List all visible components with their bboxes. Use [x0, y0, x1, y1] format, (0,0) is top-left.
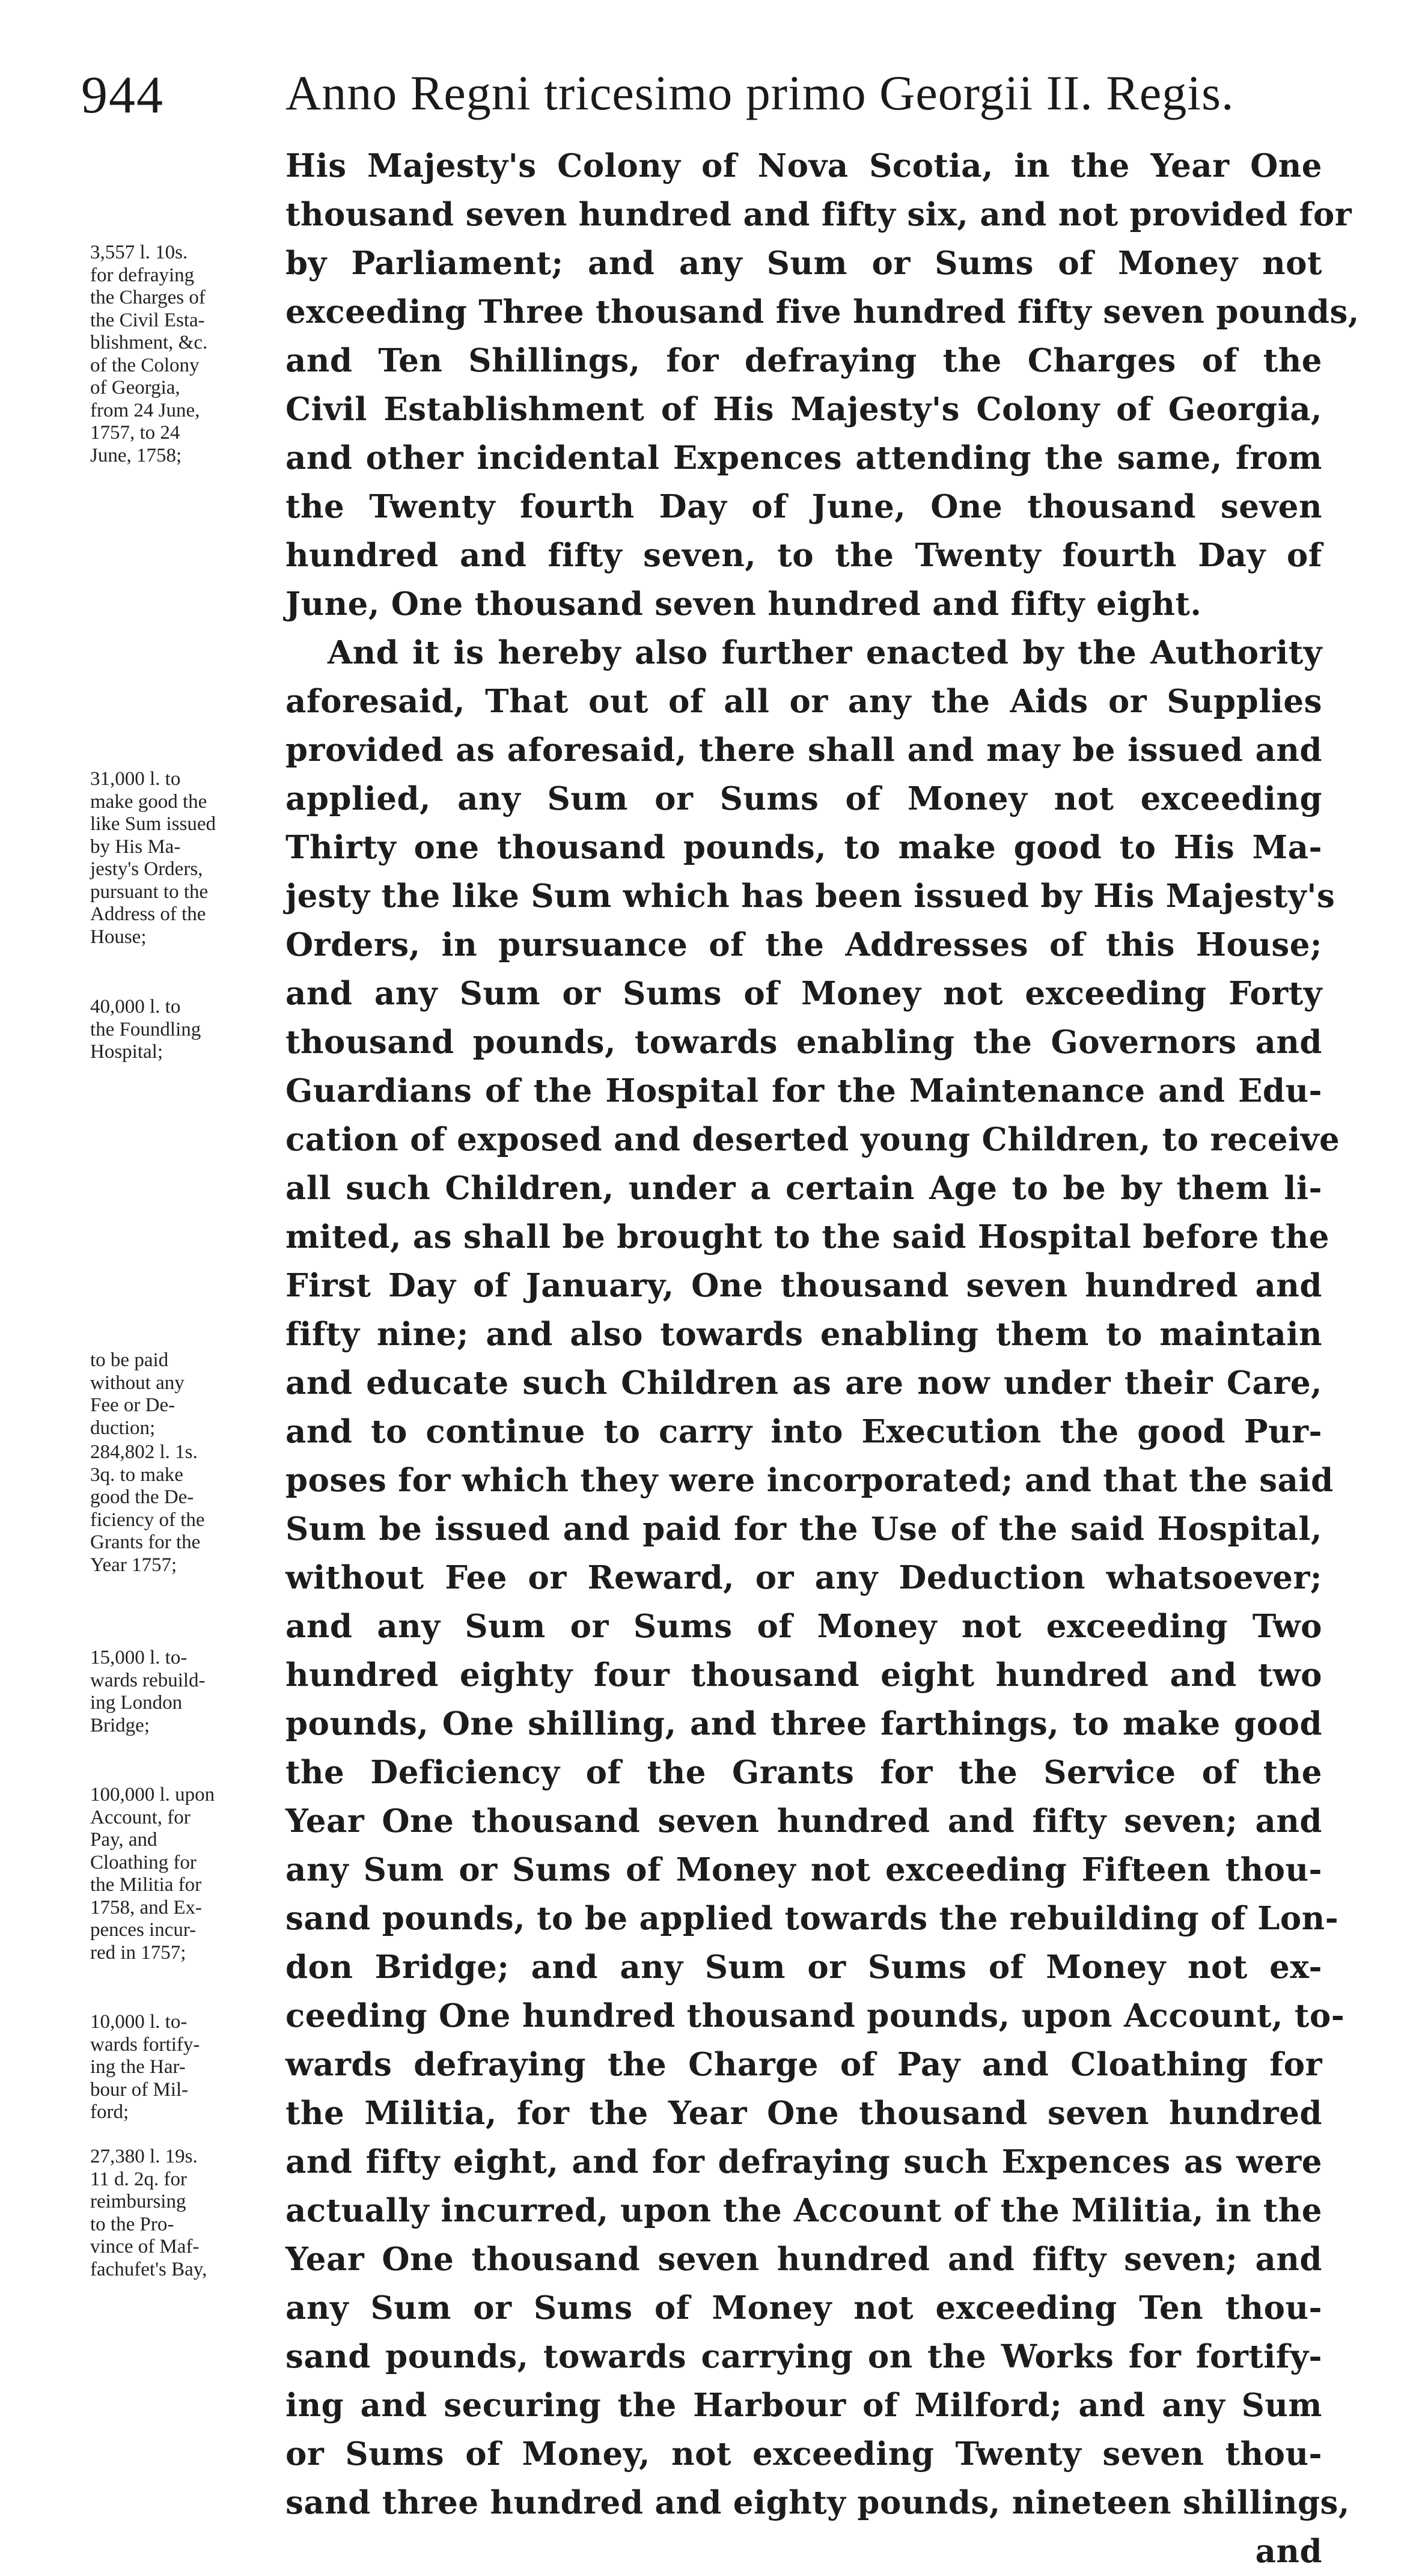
text-line: or Sums of Money, not exceeding Twenty seven thou- [285, 2435, 1322, 2473]
text-line: thousand seven hundred and fifty six, and not provided for [285, 196, 1352, 233]
margin-note-foundling-hospital: 40,000 l. to the Foundling Hospital; [90, 996, 201, 1063]
text-line: sand three hundred and eighty pounds, nineteen shillings, [285, 2484, 1350, 2521]
text-line: Thirty one thousand pounds, to make good to His Ma- [285, 829, 1322, 866]
margin-note-georgia: 3,557 l. 10s. for defraying the Charges of the Civil Esta- blishment, &c. of the Colony of Georgia, from 24 June, 1757, to 24 June, 1758; [90, 242, 208, 466]
text-line: aforesaid, That out of all or any the Aids or Supplies [285, 683, 1322, 720]
text-line: the Militia, for the Year One thousand seven hundred [285, 2095, 1322, 2132]
text-line: the Deficiency of the Grants for the Service of the [285, 1754, 1322, 1791]
text-line: thousand pounds, towards enabling the Governors and [285, 1024, 1322, 1061]
text-line: And it is hereby also further enacted by the Authority [328, 634, 1322, 671]
text-line: Guardians of the Hospital for the Maintenance and Edu- [285, 1072, 1322, 1109]
text-line: and other incidental Expences attending the same, from [285, 439, 1322, 477]
text-line: provided as aforesaid, there shall and may be issued and [285, 731, 1322, 769]
page-number: 944 [81, 66, 164, 124]
text-line: pounds, One shilling, and three farthings, to make good [285, 1705, 1322, 1742]
text-line: and any Sum or Sums of Money not exceeding Forty [285, 975, 1322, 1012]
running-head: Anno Regni tricesimo primo Georgii II. Regis. [285, 66, 1234, 120]
text-line: June, One thousand seven hundred and fifty eight. [285, 585, 1202, 623]
catchword: and [1255, 2533, 1322, 2570]
text-line: Sum be issued and paid for the Use of the said Hospital, [285, 1510, 1322, 1548]
text-line: exceeding Three thousand five hundred fifty seven pounds, [285, 293, 1360, 331]
text-line: any Sum or Sums of Money not exceeding Fifteen thou- [285, 1851, 1322, 1888]
text-line: and fifty eight, and for defraying such Expences as were [285, 2143, 1322, 2181]
margin-note-deficiency-1757: 284,802 l. 1s. 3q. to make good the De- ficiency of the Grants for the Year 1757; [90, 1441, 205, 1576]
text-line: hundred eighty four thousand eight hundred and two [285, 1656, 1322, 1694]
text-line: Civil Establishment of His Majesty's Colony of Georgia, [285, 391, 1322, 428]
text-line: ceeding One hundred thousand pounds, upon Account, to- [285, 1997, 1345, 2034]
text-line: and educate such Children as are now under their Care, [285, 1364, 1322, 1402]
text-line: mited, as shall be brought to the said Hospital before the [285, 1218, 1329, 1256]
text-line: fifty nine; and also towards enabling them to maintain [285, 1316, 1322, 1353]
margin-note-london-bridge: 15,000 l. to- wards rebuild- ing London Bridge; [90, 1647, 206, 1736]
text-line: any Sum or Sums of Money not exceeding Ten thou- [285, 2289, 1322, 2327]
text-line: applied, any Sum or Sums of Money not exceeding [285, 780, 1322, 817]
text-line: hundred and fifty seven, to the Twenty fourth Day of [285, 537, 1322, 574]
body-text [285, 142, 1360, 2576]
text-line: without Fee or Reward, or any Deduction whatsoever; [285, 1559, 1322, 1596]
margin-note-milford-harbour: 10,000 l. to- wards fortify- ing the Har- bour of Mil- ford; [90, 2011, 200, 2123]
text-line: ing and securing the Harbour of Milford; and any Sum [285, 2387, 1322, 2424]
text-line: jesty the like Sum which has been issued by His Majesty's [285, 877, 1335, 915]
text-line: and to continue to carry into Execution the good Pur- [285, 1413, 1322, 1450]
text-line: Year One thousand seven hundred and fifty seven; and [285, 1802, 1322, 1840]
margin-note-militia: 100,000 l. upon Account, for Pay, and Cloathing for the Militia for 1758, and Ex- pences incur- red in 1757; [90, 1784, 215, 1964]
text-line: Year One thousand seven hundred and fifty seven; and [285, 2241, 1322, 2278]
page-header [81, 65, 1337, 137]
text-line: actually incurred, upon the Account of the Militia, in the [285, 2192, 1322, 2229]
text-line: the Twenty fourth Day of June, One thousand seven [285, 488, 1322, 525]
text-line: First Day of January, One thousand seven hundred and [285, 1267, 1322, 1304]
text-line: all such Children, under a certain Age to be by them li- [285, 1170, 1322, 1207]
margin-note-massachusets-bay: 27,380 l. 19s. 11 d. 2q. for reimbursing to the Pro- vince of Maf- fachufet's Bay, [90, 2146, 207, 2280]
margin-note-his-majesty-orders: 31,000 l. to make good the like Sum issued by His Ma- jesty's Orders, pursuant to the Address of the House; [90, 768, 216, 948]
text-line: cation of exposed and deserted young Children, to receive [285, 1121, 1340, 1158]
text-line: and Ten Shillings, for defraying the Charges of the [285, 342, 1322, 379]
text-line: by Parliament; and any Sum or Sums of Money not [285, 245, 1322, 282]
margin-note-without-fee: to be paid without any Fee or De- duction; [90, 1349, 185, 1439]
text-line: wards defraying the Charge of Pay and Cloathing for [285, 2046, 1322, 2083]
text-line: poses for which they were incorporated; and that the said [285, 1462, 1334, 1499]
text-line: His Majesty's Colony of Nova Scotia, in the Year One [285, 147, 1322, 185]
text-line: don Bridge; and any Sum or Sums of Money not ex- [285, 1949, 1322, 1986]
text-line: Orders, in pursuance of the Addresses of this House; [285, 926, 1322, 963]
text-line: and any Sum or Sums of Money not exceeding Two [285, 1608, 1322, 1645]
text-line: sand pounds, to be applied towards the rebuilding of Lon- [285, 1900, 1339, 1937]
text-line: sand pounds, towards carrying on the Works for fortify- [285, 2338, 1322, 2375]
